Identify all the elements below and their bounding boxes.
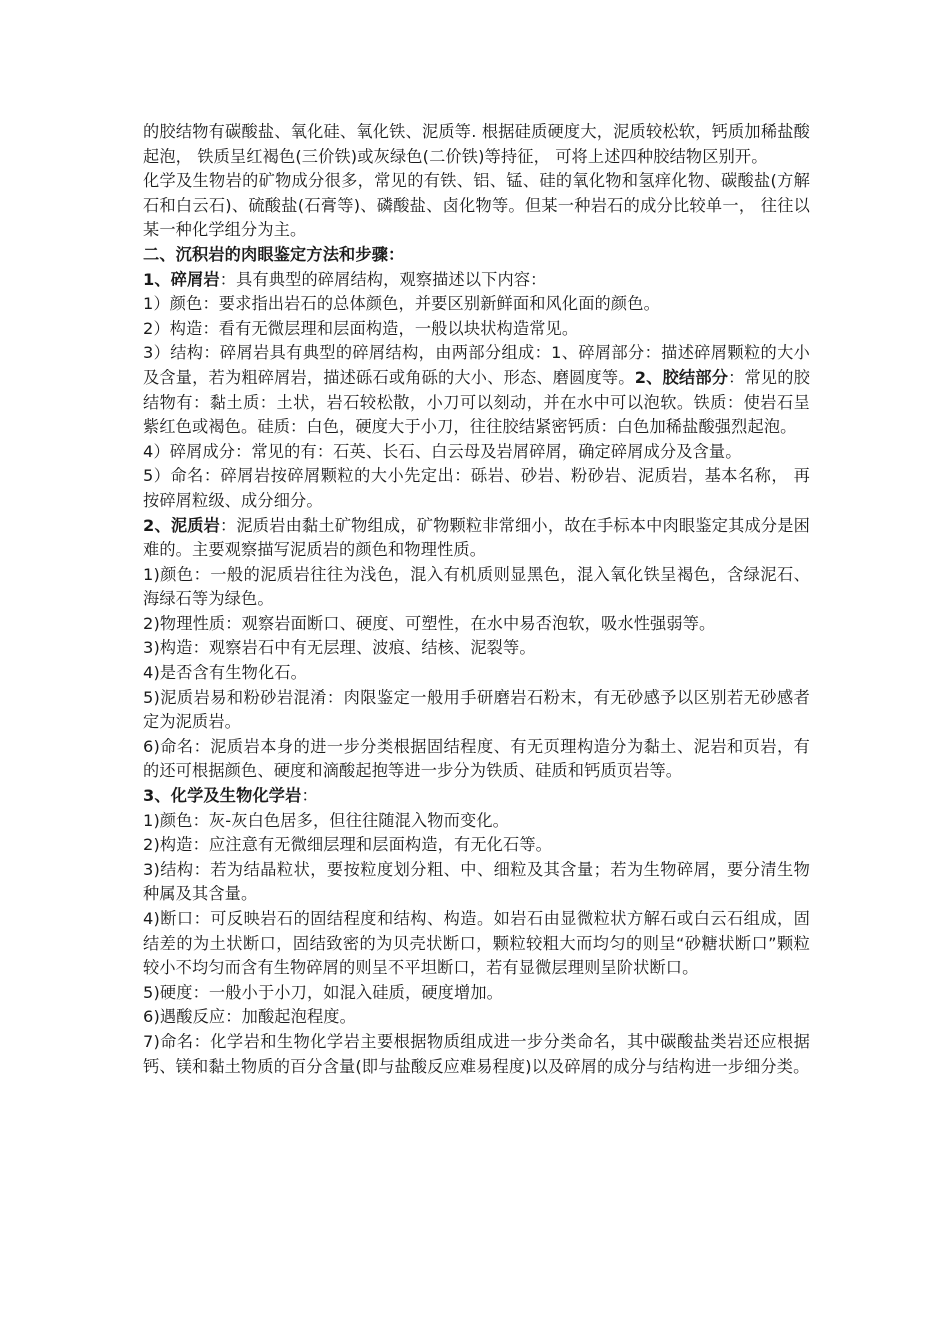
list-item: 1）颜色：要求指出岩石的总体颜色，并要区别新鲜面和风化面的颜色。 (143, 294, 660, 314)
list-item: 4）碎屑成分：常见的有：石英、长石、白云母及岩屑碎屑，确定碎屑成分及含量。 (143, 441, 742, 461)
list-item: 3)结构：若为结晶粒状，要按粒度划分粗、中、细粒及其含量；若为生物碎屑，要分清生物种属及其含量。 (143, 859, 810, 904)
subsection-chemical-rock: 3、化学及生物化学岩： (143, 786, 318, 806)
paragraph-chemical-mineral-composition: 化学及生物岩的矿物成分很多，常见的有铁、铝、锰、硅的氧化物和氢痒化物、碳酸盐(方解石和白云石)、硫酸盐(石膏等)、磷酸盐、卤化物等。但某一种岩石的成分比较单一， 往往以某一种化学组分为主。 (143, 171, 810, 240)
list-item: 3)构造：观察岩石中有无层理、波痕、结核、泥裂等。 (143, 638, 536, 658)
paragraph-cement-identification: 的胶结物有碳酸盐、氧化硅、氧化铁、泥质等. 根据硅质硬度大，泥质较松软，钙质加稀盐酸起泡， 铁质呈红褐色(三价铁)或灰绿色(二价铁)等持征， 可将上述四种胶结物区别开。 (143, 122, 810, 166)
list-item: 4)是否含有生物化石。 (143, 663, 307, 683)
list-item: 5）命名：碎屑岩按碎屑颗粒的大小先定出：砾岩、砂岩、粉砂岩、泥质岩，基本名称， 再按碎屑粒级、成分细分。 (143, 466, 810, 510)
list-item: 1)颜色：灰-灰白色居多，但往往随混入物而变化。 (143, 810, 509, 830)
subsection-clastic-rock: 1、碎屑岩：具有典型的碎屑结构，观察描述以下内容： (143, 269, 547, 289)
section-heading: 二、沉积岩的肉眼鉴定方法和步骤： (143, 244, 405, 264)
list-item: 5)泥质岩易和粉砂岩混淆：肉限鉴定一般用手研磨岩石粉末，有无砂感予以区别若无砂感者定为泥质岩。 (143, 687, 810, 732)
list-item: 7)命名：化学岩和生物化学岩主要根据物质组成进一步分类命名，其中碳酸盐类岩还应根据钙、镁和黏土物质的百分含量(即与盐酸反应难易程度)以及碎屑的成分与结构进一步细分类。 (143, 1031, 810, 1076)
list-item: 6)命名：泥质岩本身的进一步分类根据固结程度、有无页理构造分为黏土、泥岩和页岩，有的还可根据颜色、硬度和滴酸起抱等进一步分为铁质、硅质和钙质页岩等。 (143, 736, 810, 781)
list-item: 2）构造：看有无微层理和层面构造，一般以块状构造常见。 (143, 318, 579, 338)
subsection-mudstone: 2、泥质岩：泥质岩由黏土矿物组成，矿物颗粒非常细小，故在手标本中肉眼鉴定其成分是困难的。主要观察描写泥质岩的颜色和物理性质。 (143, 515, 810, 560)
list-item: 5)硬度：一般小于小刀，如混入硅质，硬度增加。 (143, 982, 504, 1002)
list-item: 4)断口：可反映岩石的固结程度和结构、构造。如岩石由显微粒状方解石或白云石组成，固结差的为土状断口，固结致密的为贝壳状断口，颗粒较粗大而均匀的则呈“砂糖状断口”颗粒较小不均匀而含有生物碎屑的则呈不平坦断口，若有显微层理则呈阶状断口。 (143, 909, 810, 978)
list-item: 3）结构：碎屑岩具有典型的碎屑结构，由两部分组成：1、碎屑部分：描述碎屑颗粒的大小及含量，若为粗碎屑岩，描述砾石或角砾的大小、形态、磨圆度等。2、胶结部分：常见的胶结物有：黏土质：土状，岩石较松散，小刀可以刻动，并在水中可以泡软。铁质：使岩石呈紫红色或褐色。硅质：白色，硬度大于小刀，往往胶结紧密钙质：白色加稀盐酸强烈起泡。 (143, 343, 811, 437)
document-body (143, 120, 810, 1079)
list-item: 2)物理性质：观察岩面断口、硬度、可塑性，在水中易否泡软，吸水性强弱等。 (143, 613, 716, 633)
list-item: 1)颜色：一般的泥质岩往往为浅色，混入有机质则显黑色，混入氧化铁呈褐色，含绿泥石、海绿石等为绿色。 (143, 564, 810, 609)
list-item: 2)构造：应注意有无微细层理和层面构造，有无化石等。 (143, 835, 553, 855)
list-item: 6)遇酸反应：加酸起泡程度。 (143, 1007, 356, 1027)
